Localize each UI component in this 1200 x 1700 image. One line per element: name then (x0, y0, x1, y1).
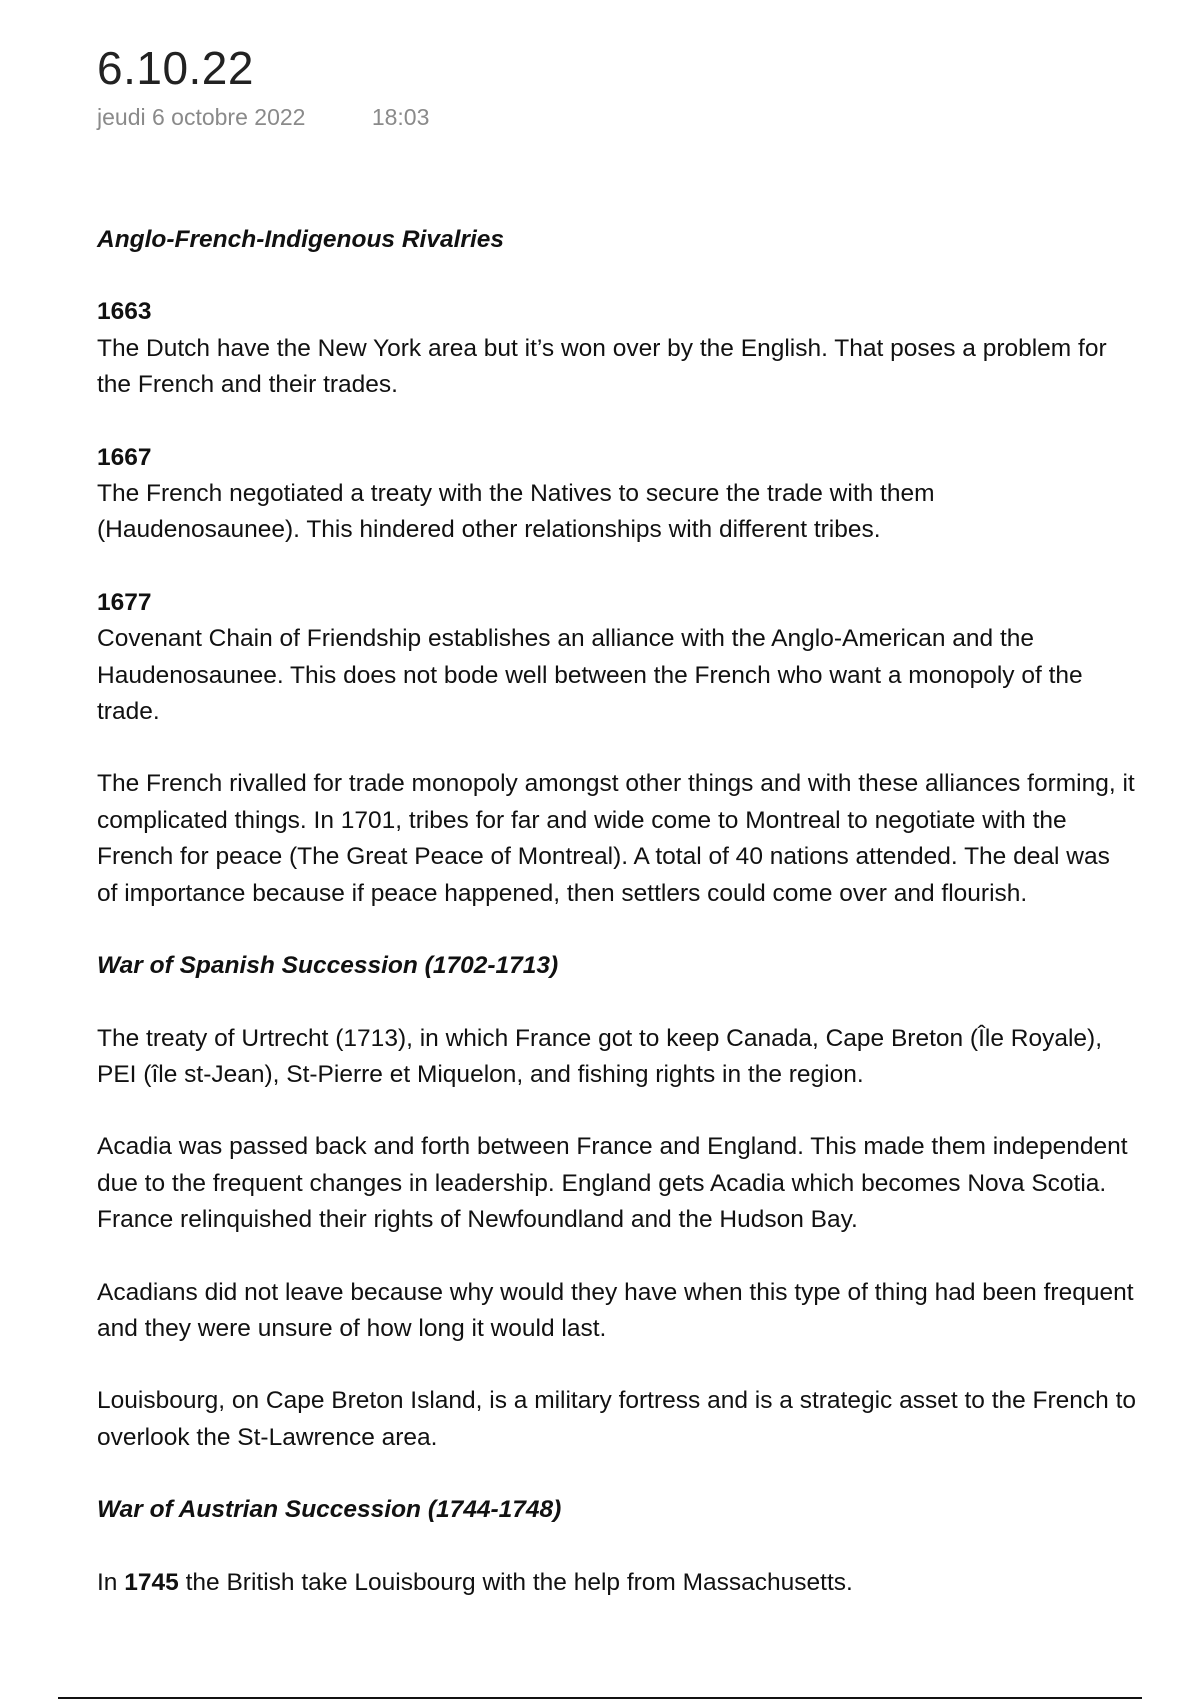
year-1745: 1745 (124, 1568, 179, 1596)
section-heading-spanish-succession: War of Spanish Succession (1702-1713) (97, 952, 559, 980)
section-heading-rivalries: Anglo-French-Indigenous Rivalries (97, 226, 505, 253)
note-date: jeudi 6 octobre 2022 (97, 104, 306, 130)
paragraph-1745-prefix: In (97, 1568, 125, 1596)
section-heading-austrian-succession: War of Austrian Succession (1744-1748) (97, 1496, 562, 1524)
paragraph-rivalry: The French rivalled for trade monopoly amongst other things and with these alliances forming, it complicated things. In 1701, tribes for far and wide come to Montreal to negotiate with the French for peace (The Great Peace of Montreal). A total of 40 nations attended. The deal was of importance because if peace happened, then settlers could come over and flourish. (97, 770, 1135, 907)
note-header (97, 40, 1137, 132)
paragraph-utrecht: The treaty of Urtrecht (1713), in which France got to keep Canada, Cape Breton (Île Royale), PEI (île st-Jean), St-Pierre et Miquelon, and fishing rights in the region. (97, 1024, 1103, 1088)
page-bottom-divider (58, 1697, 1142, 1699)
page-title: 6.10.22 (97, 42, 254, 94)
year-1667: 1667 (97, 443, 152, 471)
paragraph-1745 (97, 1565, 1137, 1601)
note-time: 18:03 (371, 104, 430, 130)
paragraph-1677: Covenant Chain of Friendship establishes an alliance with the Anglo-American and the Haudenosaunee. This does not bode well between the French who want a monopoly of the trade. (97, 625, 1083, 726)
note-timestamp (97, 102, 1137, 132)
paragraph-louisbourg: Louisbourg, on Cape Breton Island, is a military fortress and is a strategic asset to the French to overlook the St-Lawrence area. (97, 1387, 1137, 1451)
paragraph-acadia: Acadia was passed back and forth between France and England. This made them independent due to the frequent changes in leadership. England gets Acadia which becomes Nova Scotia. France relinquished their rights of Newfoundland and the Hudson Bay. (97, 1133, 1128, 1234)
year-1663: 1663 (97, 298, 152, 326)
paragraph-1663: The Dutch have the New York area but it’s won over by the English. That poses a problem for the French and their trades. (97, 334, 1107, 399)
note-body (97, 222, 1137, 1601)
paragraph-acadians: Acadians did not leave because why would they have when this type of thing had been frequent and they were unsure of how long it would last. (97, 1278, 1134, 1342)
year-1677: 1677 (97, 588, 152, 616)
paragraph-1745-text: the British take Louisbourg with the help from Massachusetts. (178, 1568, 853, 1596)
paragraph-1667: The French negotiated a treaty with the Natives to secure the trade with them (Haudenosaunee). This hindered other relationships with different tribes. (97, 480, 935, 544)
